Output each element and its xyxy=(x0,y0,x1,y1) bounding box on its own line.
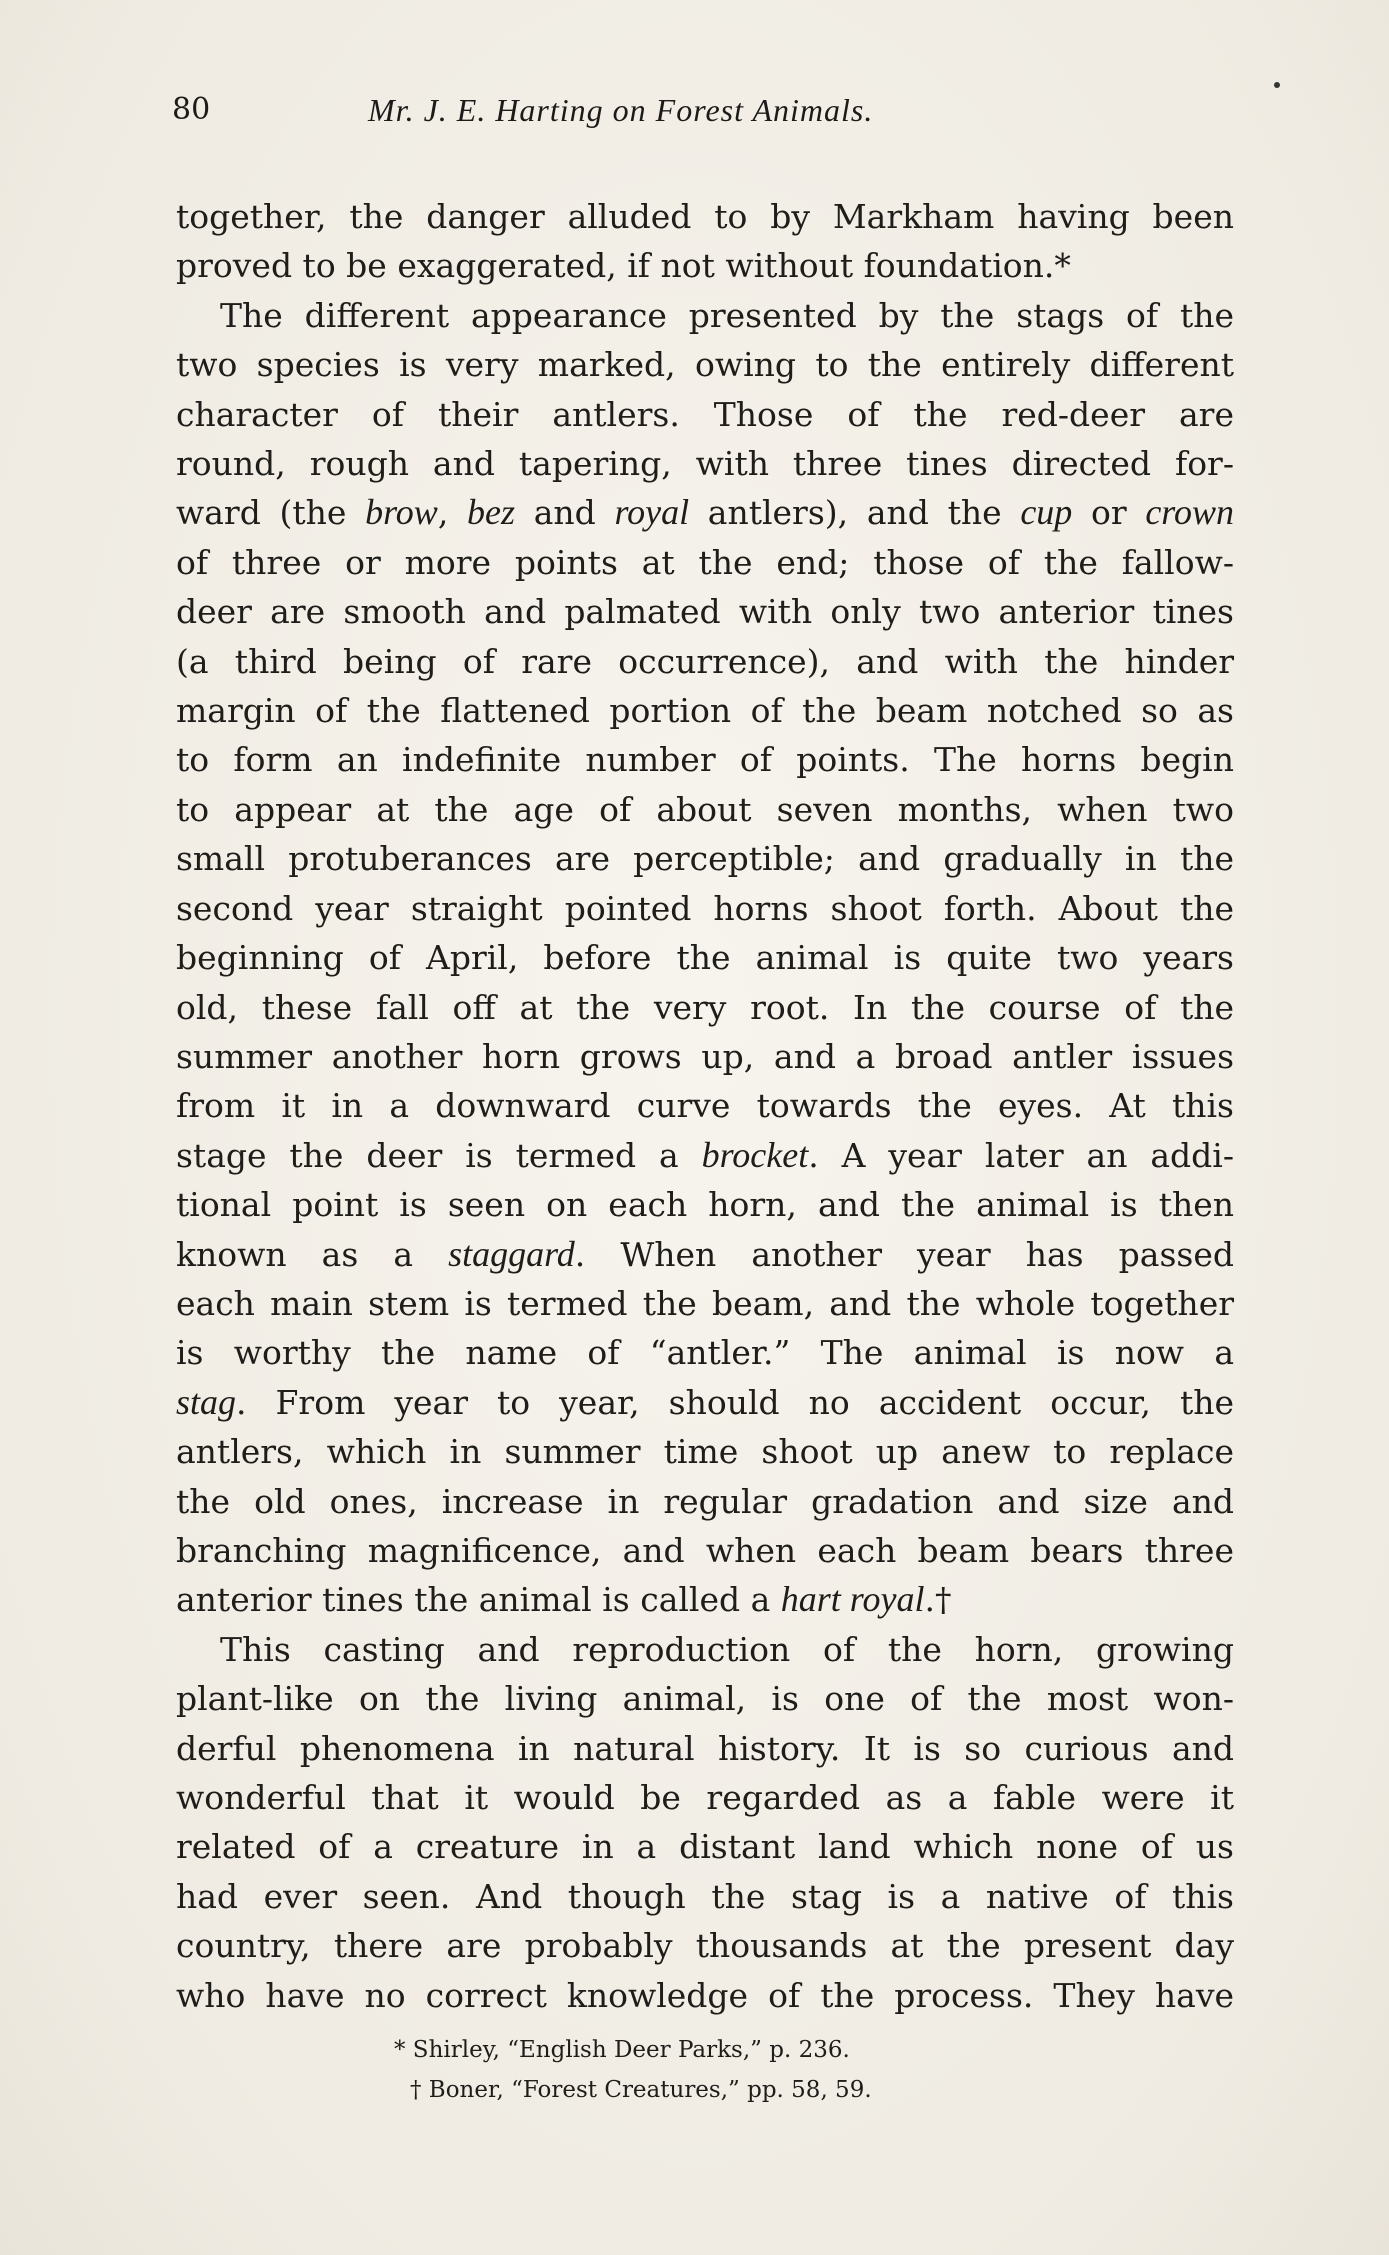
italic-term: brocket xyxy=(701,1134,809,1175)
running-head: Mr. J. E. Harting on Forest Animals. xyxy=(368,92,874,128)
text-segment: stage the deer is termed a xyxy=(176,1135,702,1175)
text-segment: , xyxy=(437,493,467,533)
text-line xyxy=(176,637,1234,686)
text-line xyxy=(176,785,1234,834)
text-line xyxy=(176,1081,1234,1130)
text-line xyxy=(176,735,1234,784)
italic-term: staggard xyxy=(448,1233,575,1274)
text-line xyxy=(176,1526,1234,1575)
text-segment: round, rough and tapering, with three tines directed for- xyxy=(176,444,1234,484)
body-text xyxy=(176,192,1234,2020)
text-segment: together, the danger alluded to by Markham having been xyxy=(176,197,1234,236)
text-segment: known as a xyxy=(176,1234,449,1274)
text-line xyxy=(176,1427,1234,1476)
text-segment: . From year to year, should no accident occur, the xyxy=(236,1382,1234,1422)
text-line xyxy=(176,1378,1234,1427)
italic-term: crown xyxy=(1145,492,1234,533)
page-number: 80 xyxy=(172,92,211,127)
text-segment: to form an indefinite number of points. The horns begin xyxy=(176,740,1234,780)
text-line xyxy=(176,390,1234,439)
text-segment: country, there are probably thousands at the present day xyxy=(176,1926,1234,1966)
text-segment: This casting and reproduction of the horn, growing xyxy=(220,1629,1234,1669)
page-header xyxy=(172,92,1242,142)
text-segment: antlers, which in summer time shoot up anew to replace xyxy=(176,1432,1234,1472)
text-line xyxy=(176,686,1234,735)
text-segment: tional point is seen on each horn, and the animal is then xyxy=(176,1185,1234,1225)
text-segment: of three or more points at the end; those of the fallow- xyxy=(176,542,1234,582)
margin-dot xyxy=(1274,82,1280,88)
text-segment: to appear at the age of about seven months, when two xyxy=(176,789,1234,829)
italic-term: brow xyxy=(365,492,438,533)
text-line xyxy=(176,1328,1234,1377)
italic-term: stag xyxy=(176,1381,237,1422)
text-segment: old, these fall off at the very root. In the course of the xyxy=(176,987,1234,1027)
text-line xyxy=(176,192,1234,241)
italic-term: cup xyxy=(1020,492,1073,533)
text-line xyxy=(176,1625,1234,1674)
footnote-boner: † Boner, “Forest Creatures,” pp. 58, 59. xyxy=(410,2077,872,2103)
text-line xyxy=(176,241,1234,290)
text-segment: ward (the xyxy=(176,493,366,533)
text-segment: derful phenomena in natural history. It is so curious and xyxy=(176,1728,1234,1768)
text-segment: plant-like on the living animal, is one of the most won- xyxy=(176,1679,1234,1719)
text-segment: proved to be exaggerated, if not without foundation.* xyxy=(176,246,1071,286)
text-line xyxy=(176,1032,1234,1081)
text-line xyxy=(176,1279,1234,1328)
text-line xyxy=(176,1674,1234,1723)
text-segment: the old ones, increase in regular gradation and size and xyxy=(176,1481,1234,1521)
text-segment: branching magnificence, and when each beam bears three xyxy=(176,1530,1234,1570)
footnote-shirley: * Shirley, “English Deer Parks,” p. 236. xyxy=(394,2037,850,2063)
text-line xyxy=(176,439,1234,488)
text-segment: margin of the flattened portion of the beam notched so as xyxy=(176,691,1234,731)
footnotes xyxy=(176,2030,1234,2110)
text-segment: who have no correct knowledge of the process. They have xyxy=(176,1975,1234,2015)
text-segment: character of their antlers. Those of the red-deer are xyxy=(176,394,1234,434)
text-segment: each main stem is termed the beam, and the whole together xyxy=(176,1283,1234,1323)
italic-term: royal xyxy=(614,492,690,533)
text-segment: antlers), and the xyxy=(689,493,1021,533)
text-line xyxy=(176,1773,1234,1822)
text-segment: two species is very marked, owing to the entirely different xyxy=(176,345,1234,385)
text-line xyxy=(176,291,1234,340)
text-segment: The different appearance presented by the stags of the xyxy=(220,295,1234,335)
italic-term: bez xyxy=(467,492,515,533)
text-line xyxy=(176,1872,1234,1921)
text-line xyxy=(176,340,1234,389)
text-segment: second year straight pointed horns shoot forth. About the xyxy=(176,888,1234,928)
text-line xyxy=(176,1477,1234,1526)
text-line xyxy=(176,587,1234,636)
text-line xyxy=(176,1822,1234,1871)
text-segment: . When another year has passed xyxy=(574,1234,1234,1274)
text-segment: deer are smooth and palmated with only two anterior tines xyxy=(176,592,1234,632)
text-line xyxy=(176,1131,1234,1180)
text-line xyxy=(176,1230,1234,1279)
text-segment: anterior tines the animal is called a xyxy=(176,1580,781,1620)
text-line xyxy=(176,834,1234,883)
text-line xyxy=(176,538,1234,587)
text-segment: . A year later an addi- xyxy=(808,1135,1234,1175)
text-segment: related of a creature in a distant land which none of us xyxy=(176,1827,1234,1867)
text-line xyxy=(176,1971,1234,2020)
text-line xyxy=(176,1921,1234,1970)
text-segment: had ever seen. And though the stag is a native of this xyxy=(176,1876,1234,1916)
text-segment: or xyxy=(1072,493,1146,533)
text-segment: wonderful that it would be regarded as a fable were it xyxy=(176,1778,1234,1817)
text-segment: (a third being of rare occurrence), and with the hinder xyxy=(176,641,1234,681)
text-line xyxy=(176,884,1234,933)
text-line xyxy=(176,488,1234,537)
text-segment: summer another horn grows up, and a broad antler issues xyxy=(176,1036,1234,1076)
text-segment: from it in a downward curve towards the eyes. At this xyxy=(176,1086,1234,1126)
italic-term: hart royal xyxy=(780,1579,925,1620)
text-line xyxy=(176,933,1234,982)
text-segment: is worthy the name of “antler.” The animal is now a xyxy=(176,1333,1234,1373)
text-segment: and xyxy=(515,493,615,533)
text-segment: small protuberances are perceptible; and gradually in the xyxy=(176,839,1234,879)
text-segment: .† xyxy=(924,1580,952,1620)
text-line xyxy=(176,1180,1234,1229)
text-line xyxy=(176,1724,1234,1773)
text-line xyxy=(176,983,1234,1032)
text-line xyxy=(176,1575,1234,1624)
text-segment: beginning of April, before the animal is quite two years xyxy=(176,938,1234,978)
